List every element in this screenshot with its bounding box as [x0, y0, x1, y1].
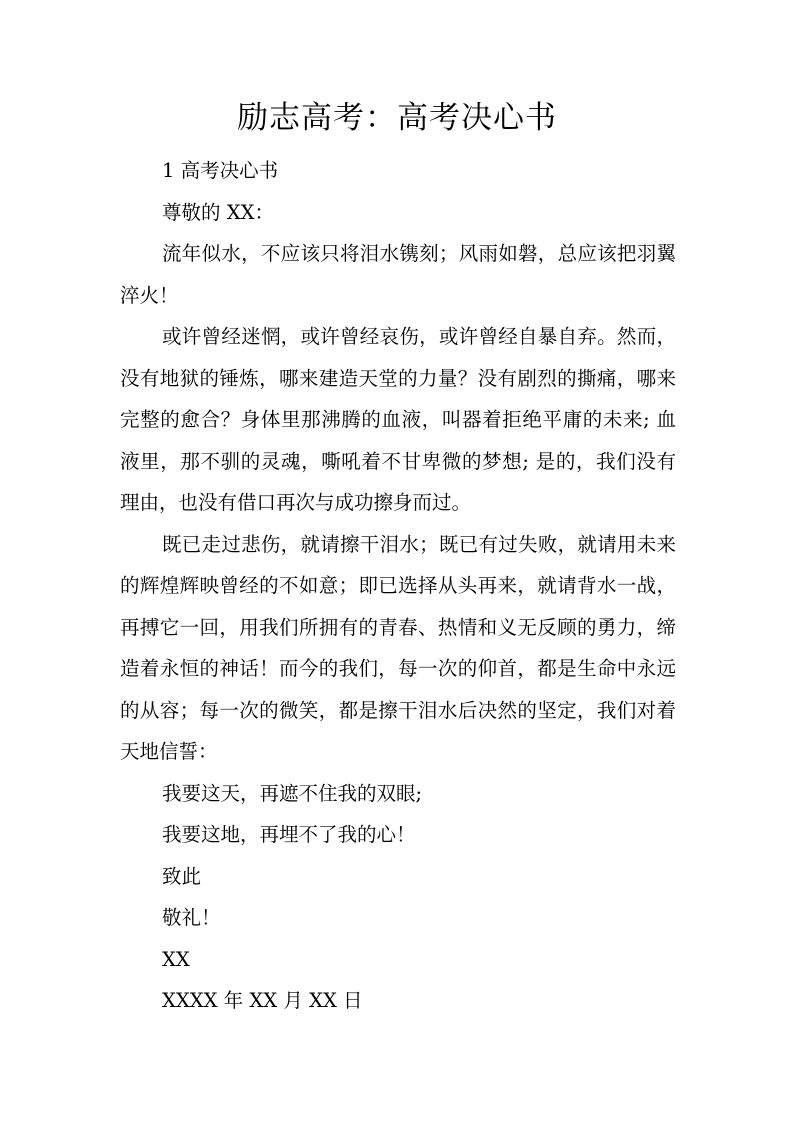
signature: XX [162, 947, 190, 971]
salutation: 尊敬的 XX： [162, 200, 274, 224]
paragraph-3: 既已走过悲伤，就请擦干泪水；既已有过失败，就请用未来的辉煌辉映曾经的不如意；即已选择从头再来，就请背水一战，再搏它一回，用我们所拥有的青春、热情和义无反顾的勇力，缔造着永恒的神话！而今的我们，每一次的仰首，都是生命中永远的从容；每一次的微笑，都是擦干泪水后决然的坚定，我们对着天地信誓： [120, 532, 676, 763]
paragraph-1: 流年似水，不应该只将泪水镌刻；风雨如磐，总应该把羽翼淬火！ [120, 242, 676, 307]
closing: 致此 [162, 864, 202, 888]
oath-line-1: 我要这天，再遮不住我的双眼; [162, 781, 423, 805]
regards: 敬礼！ [162, 906, 221, 929]
document-title: 励志高考：高考决心书 [237, 100, 557, 136]
oath-line-2: 我要这地，再埋不了我的心！ [162, 823, 416, 846]
subtitle: 1 高考决心书 [162, 159, 279, 182]
paragraph-2: 或许曾经迷惘，或许曾经哀伤，或许曾经自暴自弃。然而，没有地狱的锤炼，哪来建造天堂的力量？没有剧烈的撕痛，哪来完整的愈合？身体里那沸腾的血液，叫器着拒绝平庸的未来; 血液里，那不驯的灵魂，嘶吼着不甘卑微的梦想; 是的，我们没有理由，也没有借口再次与成功擦身而过。 [120, 325, 676, 514]
date: XXXX 年 XX 月 XX 日 [162, 989, 363, 1012]
document-body [120, 150, 676, 1022]
